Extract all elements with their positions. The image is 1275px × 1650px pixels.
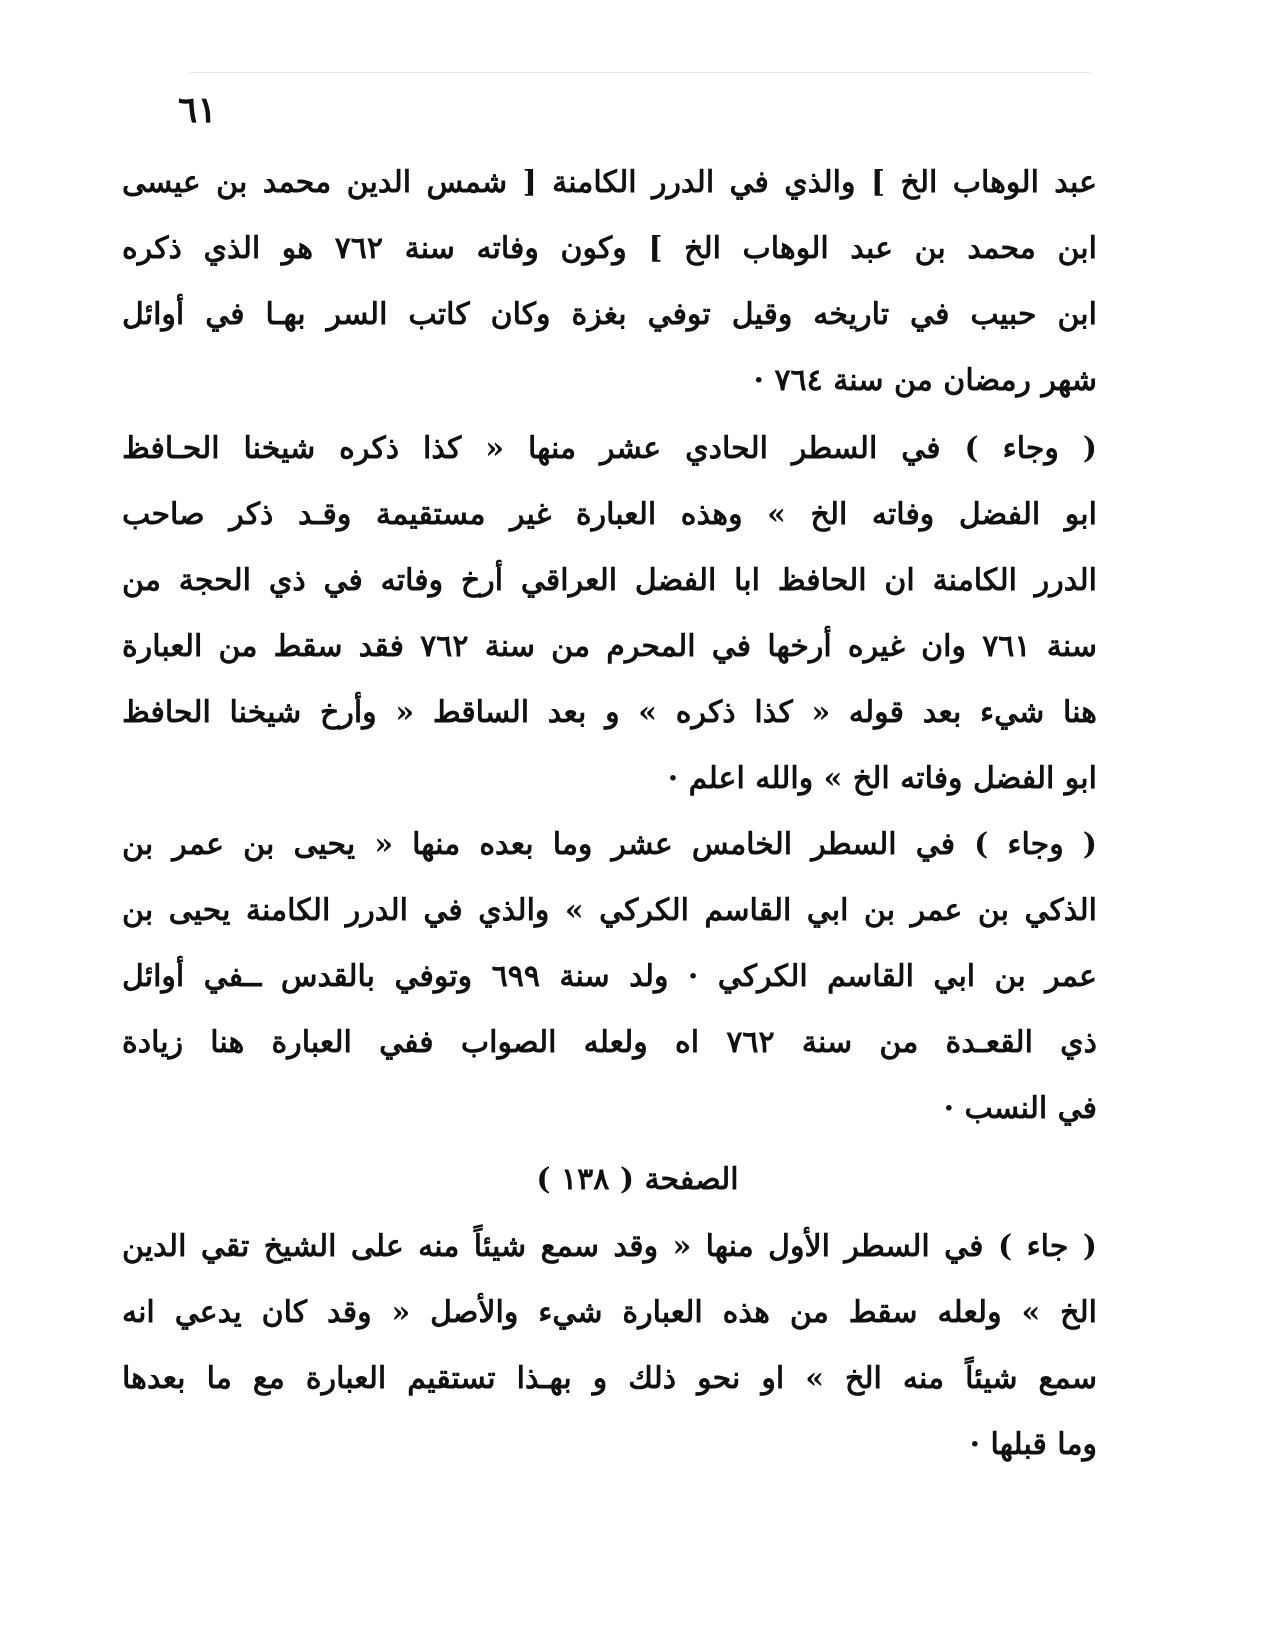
text-line: ابو الفضل وفاته الخ » وهذه العبارة غير مستقيمة وقـد ذكر صاحب [122, 497, 1097, 532]
top-rule [190, 72, 1090, 73]
text-line: ذي القعـدة من سنة ٧٦٢ اه ولعله الصواب ففي العبارة هنا زيادة [122, 1025, 1097, 1060]
text-line: هنا شيء بعد قوله « كذا ذكره » و بعد الساقط « وأرخ شيخنا الحافظ [122, 695, 1097, 730]
text-line: سمع شيئاً منه الخ » او نحو ذلك و بهـذا تستقيم العبارة مع ما بعدها [122, 1361, 1097, 1396]
text-line: ( وجاء ) في السطر الخامس عشر وما بعده منها « يحيى بن عمر بن [122, 827, 1097, 862]
text-line: في النسب · [943, 1091, 1097, 1126]
text-line: عبد الوهاب الخ ] والذي في الدرر الكامنة [ شمس الدين محمد بن عيسى [122, 165, 1097, 200]
paragraph-4 [122, 1214, 1097, 1478]
text-line: ابن محمد بن عبد الوهاب الخ ] وكون وفاته سنة ٧٦٢ هو الذي ذكره [122, 231, 1097, 266]
text-line: الذكي بن عمر بن ابي القاسم الكركي » والذي في الدرر الكامنة يحيى بن [122, 893, 1097, 928]
text-line: عمر بن ابي القاسم الكركي · ولد سنة ٦٩٩ وتوفي بالقدس ــفي أوائل [122, 959, 1097, 994]
section-heading: الصفحة ( ١٣٨ ) [536, 1162, 739, 1197]
text-line: وما قبلها · [969, 1427, 1097, 1462]
text-line: ابو الفضل وفاته الخ » والله اعلم · [667, 761, 1097, 796]
text-line: ( وجاء ) في السطر الحادي عشر منها « كذا ذكره شيخنا الحـافظ [122, 431, 1097, 466]
paragraph-2 [122, 416, 1097, 812]
paragraph-1 [122, 150, 1097, 414]
text-line: سنة ٧٦١ وان غيره أرخها في المحرم من سنة ٧٦٢ فقد سقط من العبارة [122, 629, 1098, 664]
text-line: شهر رمضان من سنة ٧٦٤ · [753, 363, 1097, 398]
page-number: ٦١ [178, 89, 217, 131]
text-line: ( جاء ) في السطر الأول منها « وقد سمع شيئاً منه على الشيخ تقي الدين [122, 1229, 1097, 1264]
text-line: الدرر الكامنة ان الحافظ ابا الفضل العراقي أرخ وفاته في ذي الحجة من [122, 563, 1097, 598]
text-line: ابن حبيب في تاريخه وقيل توفي بغزة وكان كاتب السر بهـا في أوائل [122, 297, 1097, 332]
paragraph-3 [122, 812, 1097, 1142]
text-line: الخ » ولعله سقط من هذه العبارة شيء والأصل « وقد كان يدعي انه [122, 1295, 1097, 1330]
